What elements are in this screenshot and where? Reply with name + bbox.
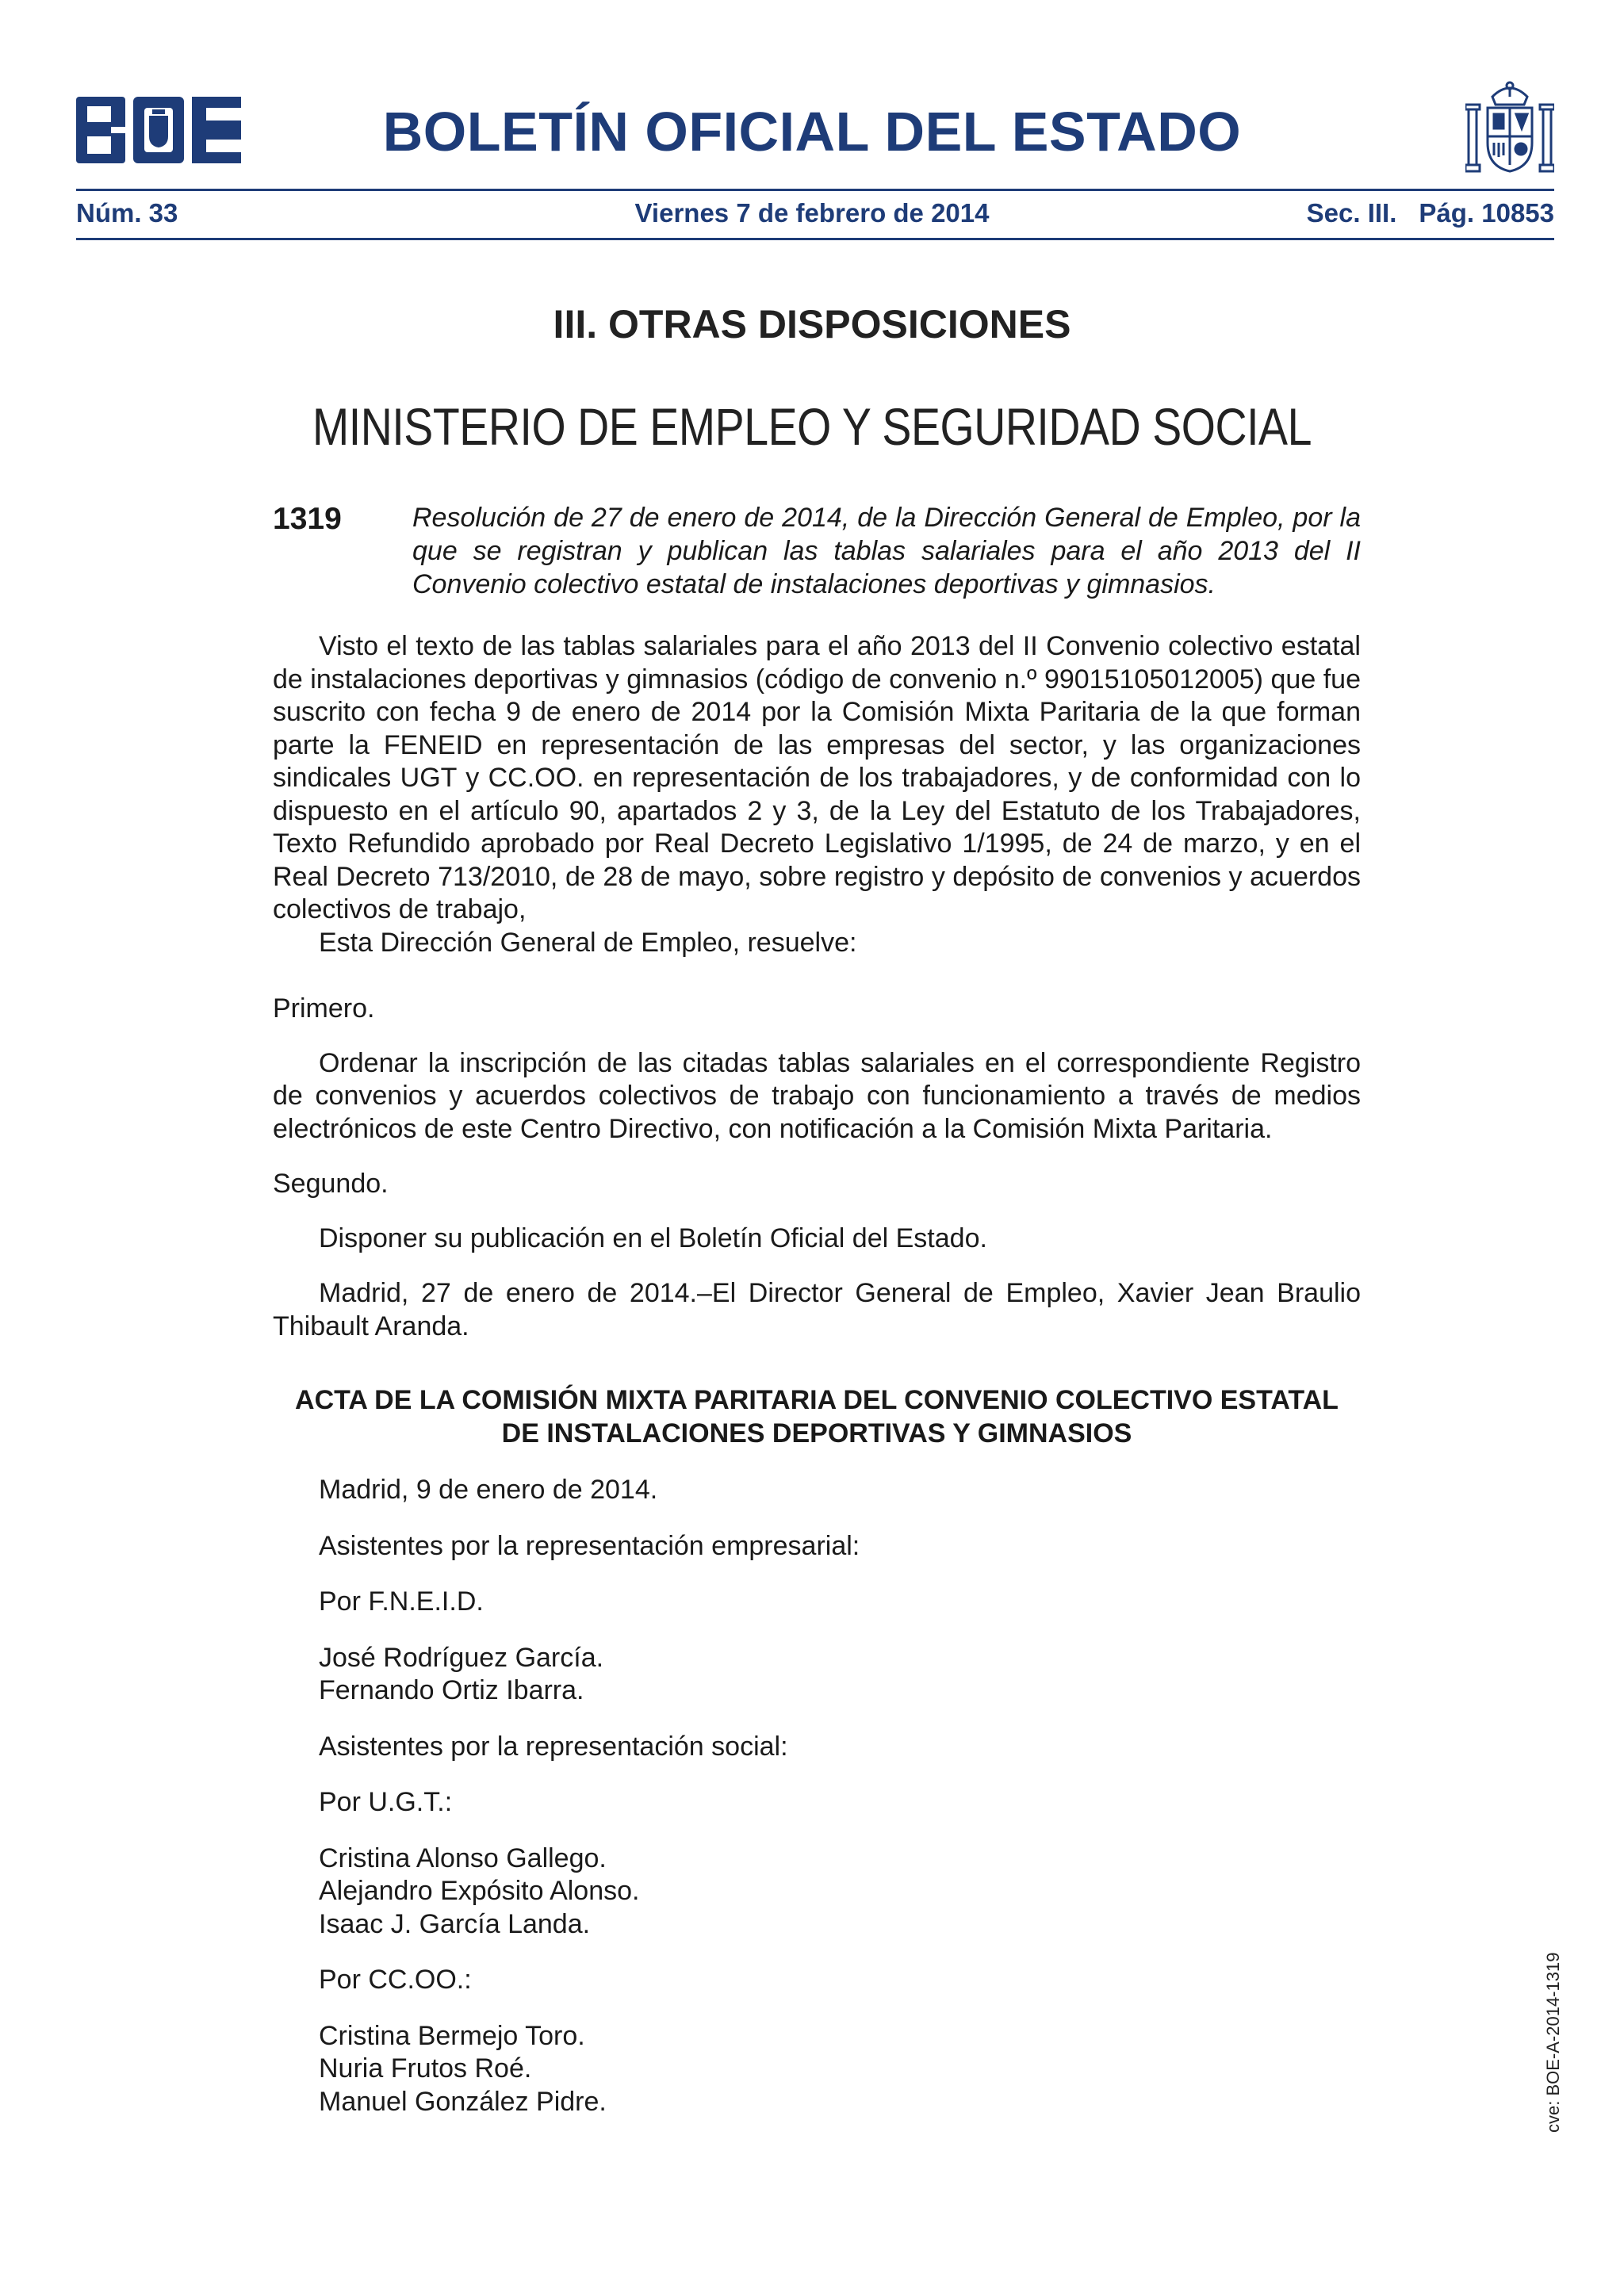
feneid-members bbox=[273, 1642, 1361, 1708]
document-body bbox=[273, 630, 1361, 2118]
list-item: Manuel González Pidre. bbox=[319, 2086, 607, 2117]
feneid-label: Por F.N.E.I.D. bbox=[319, 1586, 484, 1617]
resolve-paragraph: Esta Dirección General de Empleo, resuelve: bbox=[319, 927, 857, 958]
ministry-title: MINISTERIO DE EMPLEO Y SEGURIDAD SOCIAL bbox=[312, 397, 1312, 456]
acta-title-line-1: ACTA DE LA COMISIÓN MIXTA PARITARIA DEL CONVENIO COLECTIVO ESTATAL bbox=[295, 1385, 1339, 1415]
publication-title: BOLETÍN OFICIAL DEL ESTADO bbox=[382, 101, 1242, 163]
second-paragraph: Disponer su publicación en el Boletín Oficial del Estado. bbox=[319, 1223, 987, 1253]
list-item: José Rodríguez García. bbox=[319, 1642, 604, 1673]
ccoo-label: Por CC.OO.: bbox=[319, 1965, 472, 1995]
social-heading: Asistentes por la representación social: bbox=[319, 1731, 788, 1762]
list-item: Nuria Frutos Roé. bbox=[319, 2053, 532, 2084]
header-rule-bottom bbox=[76, 238, 1554, 240]
acta-title-line-2: DE INSTALACIONES DEPORTIVAS Y GIMNASIOS bbox=[501, 1418, 1132, 1448]
second-heading: Segundo. bbox=[273, 1169, 389, 1199]
ccoo-members bbox=[273, 2020, 1361, 2119]
first-heading: Primero. bbox=[273, 993, 375, 1024]
section-label: Sec. III. bbox=[1306, 198, 1397, 228]
page-number: Pág. 10853 bbox=[1419, 198, 1554, 228]
signature-paragraph: Madrid, 27 de enero de 2014.–El Director General de Empleo, Xavier Jean Braulio Thibault Aranda. bbox=[273, 1278, 1361, 1341]
issue-date: Viernes 7 de febrero de 2014 bbox=[634, 198, 990, 228]
issue-number: Núm. 33 bbox=[76, 198, 178, 228]
section-title: III. OTRAS DISPOSICIONES bbox=[553, 302, 1071, 346]
list-item: Isaac J. García Landa. bbox=[319, 1908, 591, 1939]
list-item: Fernando Ortiz Ibarra. bbox=[319, 1675, 584, 1705]
cve-identifier: cve: BOE-A-2014-1319 bbox=[1543, 1952, 1563, 2133]
list-item: Cristina Alonso Gallego. bbox=[319, 1843, 607, 1873]
ugt-members bbox=[273, 1843, 1361, 1942]
section-page bbox=[1307, 198, 1554, 228]
ugt-label: Por U.G.T.: bbox=[319, 1787, 453, 1817]
acta-date: Madrid, 9 de enero de 2014. bbox=[319, 1475, 658, 1505]
resolution-number: 1319 bbox=[273, 502, 342, 536]
resolution-title: Resolución de 27 de enero de 2014, de la Dirección General de Empleo, por la que se registran y publican las tablas salariales para el año 2013 del II Convenio colectivo estatal de instalaciones deportivas y gimnasios. bbox=[412, 503, 1361, 599]
header-rule-top bbox=[76, 189, 1554, 191]
employer-heading: Asistentes por la representación empresarial: bbox=[319, 1530, 860, 1561]
intro-paragraph: Visto el texto de las tablas salariales para el año 2013 del II Convenio colectivo estatal de instalaciones deportivas y gimnasios (código de convenio n.º 99015105012005) que fue suscrito con fecha 9 de enero de 2014 por la Comisión Mixta Paritaria de la que forman parte la FENEID en representación de las empresas del sector, y las organizaciones sindicales UGT y CC.OO. en representación de los trabajadores, y de conformidad con lo dispuesto en el artículo 90, apartados 2 y 3, de la Ley del Estatuto de los Trabajadores, Texto Refundido aprobado por Real Decreto Legislativo 1/1995, de 24 de marzo, y en el Real Decreto 713/2010, de 28 de mayo, sobre registro y depósito de convenios y acuerdos colectivos de trabajo, bbox=[273, 631, 1361, 924]
first-paragraph: Ordenar la inscripción de las citadas tablas salariales en el correspondiente Registro de convenios y acuerdos colectivos de trabajo con funcionamiento a través de medios electrónicos de este Centro Directivo, con notificación a la Comisión Mixta Paritaria. bbox=[273, 1047, 1361, 1144]
coat-of-arms-icon bbox=[1465, 79, 1554, 176]
acta-title bbox=[249, 1384, 1385, 1450]
list-item: Alejandro Expósito Alonso. bbox=[319, 1876, 640, 1906]
list-item: Cristina Bermejo Toro. bbox=[319, 2020, 585, 2051]
